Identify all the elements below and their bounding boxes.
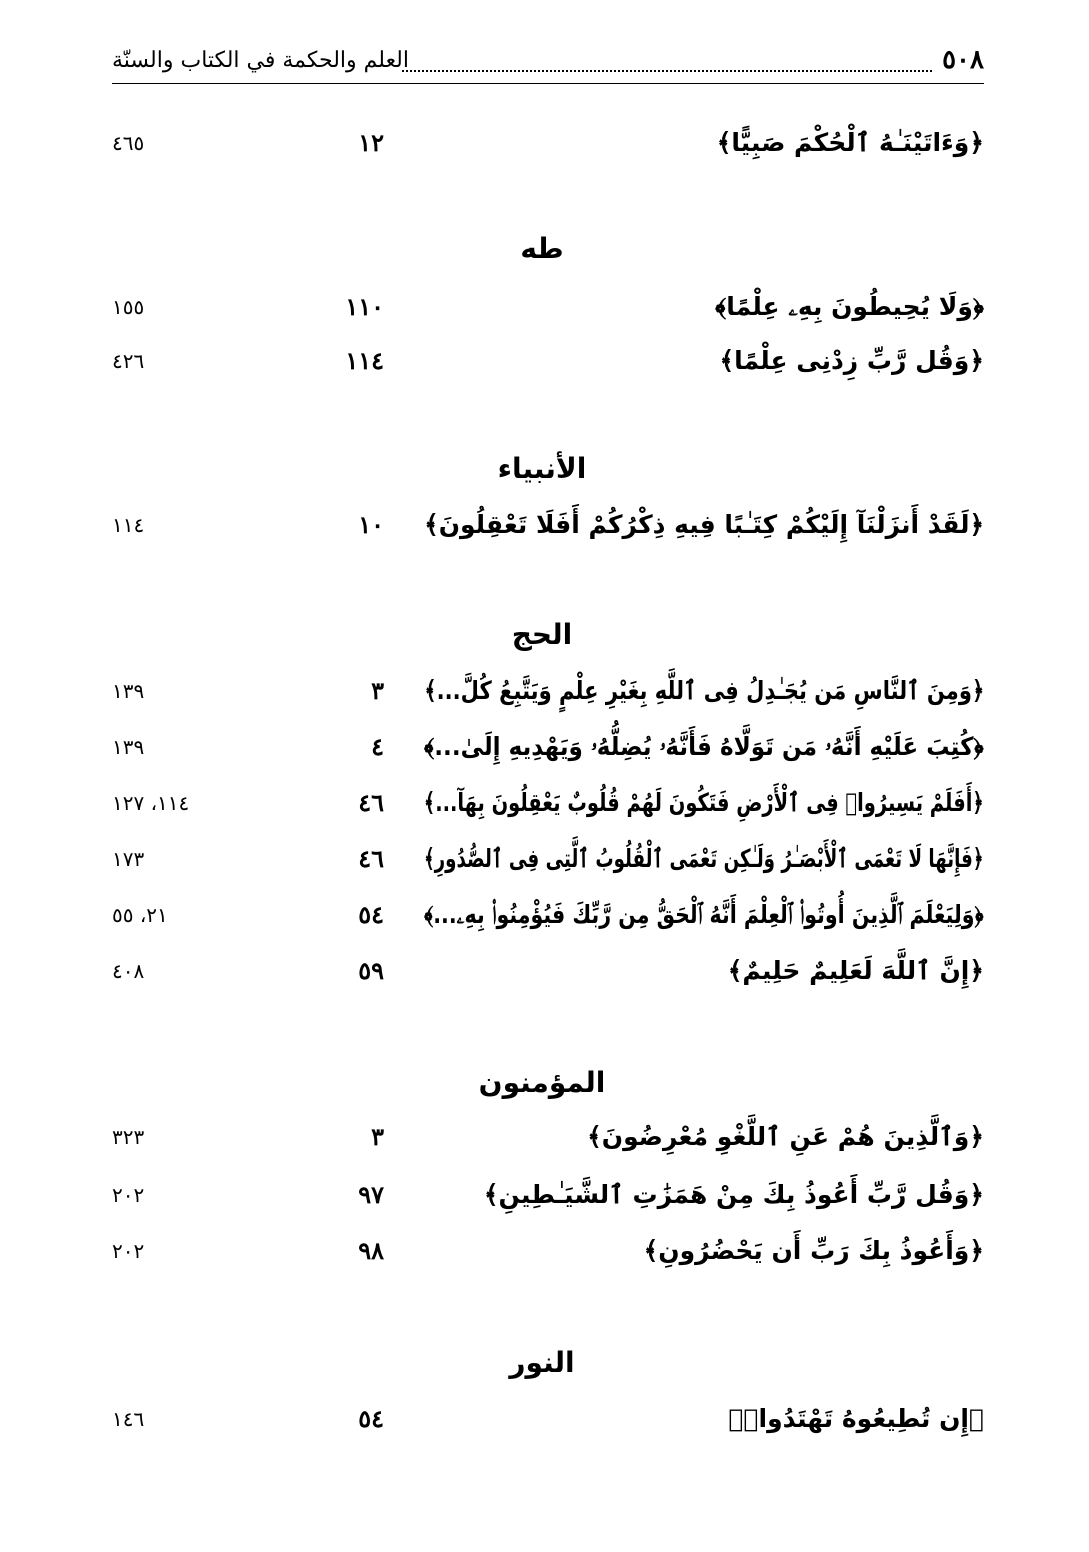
verse-entry: [100, 336, 984, 386]
surah-heading-nur: النور: [509, 1346, 575, 1379]
ayah-number: ٩٨: [358, 1236, 384, 1265]
verse-entry: [100, 500, 984, 550]
ayah-number: ١١٠: [345, 292, 384, 321]
page-references: ١١٤: [112, 513, 145, 537]
ayah-number: ١٢: [358, 128, 384, 157]
surah-heading-hajj: الحج: [511, 618, 573, 651]
surah-heading-muminun: المؤمنون: [478, 1066, 606, 1099]
ayah-number: ٤: [371, 732, 384, 761]
page-references: ٤٢٦: [112, 349, 145, 373]
verse-text: ﴿وَلَا يُحِيطُونَ بِهِۦ عِلْمًا﴾: [715, 292, 984, 321]
verse-entry: [100, 1170, 984, 1220]
verse-entry: [100, 890, 984, 940]
verse-entry: [100, 666, 984, 716]
page-references: ٤٠٨: [112, 959, 145, 983]
ayah-number: ١١٤: [345, 346, 384, 375]
ayah-number: ٣: [371, 676, 384, 705]
verse-text: ﴿إِن تُطِيعُوهُ تَهْتَدُوا۟﴾: [728, 1404, 984, 1433]
page-references: ١٣٩: [112, 735, 145, 759]
page-number: ٥٠٨: [942, 45, 984, 75]
verse-text: ﴿كُتِبَ عَلَيْهِ أَنَّهُۥ مَن تَوَلَّاهُ فَأَنَّهُۥ يُضِلُّهُۥ وَيَهْدِيهِ إِلَىٰ...﴾: [424, 732, 984, 761]
page-references: ٢٠٢: [112, 1183, 145, 1207]
verse-text: ﴿وَلِيَعْلَمَ ٱلَّذِينَ أُوتُوا۟ ٱلْعِلْمَ أَنَّهُ ٱلْحَقُّ مِن رَّبِّكَ فَيُؤْمِنُوا۟ بِهِۦ...﴾: [424, 900, 984, 929]
verse-text: ﴿فَإِنَّهَا لَا تَعْمَى ٱلْأَبْصَـٰرُ وَلَـٰكِن تَعْمَى ٱلْقُلُوبُ ٱلَّتِى فِى ٱلصُّدُورِ﴾: [424, 844, 984, 873]
verse-text: ﴿وَقُل رَّبِّ أَعُوذُ بِكَ مِنْ هَمَزَٰتِ ٱلشَّيَـٰطِينِ﴾: [483, 1180, 984, 1209]
header-rule: [112, 83, 984, 84]
page-references: ١٥٥: [112, 295, 145, 319]
verse-text: ﴿أَفَلَمْ يَسِيرُوا۟ فِى ٱلْأَرْضِ فَتَكُونَ لَهُمْ قُلُوبٌ يَعْقِلُونَ بِهَآ...﴾: [423, 788, 984, 817]
page-references: ٢٠٢: [112, 1239, 145, 1263]
ayah-number: ٤٦: [358, 844, 384, 873]
page-references: ١٤٦: [112, 1407, 145, 1431]
verse-text: ﴿وَٱلَّذِينَ هُمْ عَنِ ٱللَّغْوِ مُعْرِضُونَ﴾: [587, 1122, 984, 1151]
ayah-number: ١٠: [358, 510, 384, 539]
page-references: ٢١، ٥٥: [112, 903, 168, 927]
verse-text: ﴿إِنَّ ٱللَّهَ لَعَلِيمٌ حَلِيمٌ﴾: [727, 956, 984, 985]
verse-text: ﴿وَأَعُوذُ بِكَ رَبِّ أَن يَحْضُرُونِ﴾: [643, 1236, 984, 1265]
page-references: ٣٢٣: [112, 1125, 145, 1149]
page-references: ١٣٩: [112, 679, 145, 703]
verse-text: ﴿لَقَدْ أَنزَلْنَآ إِلَيْكُمْ كِتَـٰبًا فِيهِ ذِكْرُكُمْ أَفَلَا تَعْقِلُونَ﴾: [423, 510, 984, 539]
ayah-number: ٥٤: [358, 900, 384, 929]
verse-entry: [100, 1226, 984, 1276]
verse-entry: [100, 834, 984, 884]
ayah-number: ٥٩: [358, 956, 384, 985]
surah-heading-anbiya: الأنبياء: [497, 452, 587, 485]
page-references: ١١٤، ١٢٧: [112, 791, 190, 815]
ayah-number: ٤٦: [358, 788, 384, 817]
verse-text: ﴿وَءَاتَيْنَـٰهُ ٱلْحُكْمَ صَبِيًّا﴾: [716, 128, 984, 157]
surah-heading-taha: طه: [520, 232, 564, 265]
header-dot-leader: [402, 70, 932, 72]
verse-entry: [100, 1112, 984, 1162]
verse-entry: [100, 722, 984, 772]
page-references: ١٧٣: [112, 847, 145, 871]
verse-text: ﴿وَمِنَ ٱلنَّاسِ مَن يُجَـٰدِلُ فِى ٱللَّهِ بِغَيْرِ عِلْمٍ وَيَتَّبِعُ كُلَّ...﴾: [423, 676, 984, 705]
ayah-number: ٥٤: [358, 1404, 384, 1433]
running-title: العلم والحكمة في الكتاب والسنّة: [112, 48, 409, 73]
verse-entry: [100, 1394, 984, 1444]
page-references: ٤٦٥: [112, 131, 145, 155]
page-header: [112, 44, 984, 84]
verse-entry: [100, 282, 984, 332]
verse-entry: [100, 118, 984, 168]
verse-entry: [100, 778, 984, 828]
ayah-number: ٩٧: [358, 1180, 384, 1209]
ayah-number: ٣: [371, 1122, 384, 1151]
verse-entry: [100, 946, 984, 996]
verse-text: ﴿وَقُل رَّبِّ زِدْنِى عِلْمًا﴾: [719, 346, 984, 375]
